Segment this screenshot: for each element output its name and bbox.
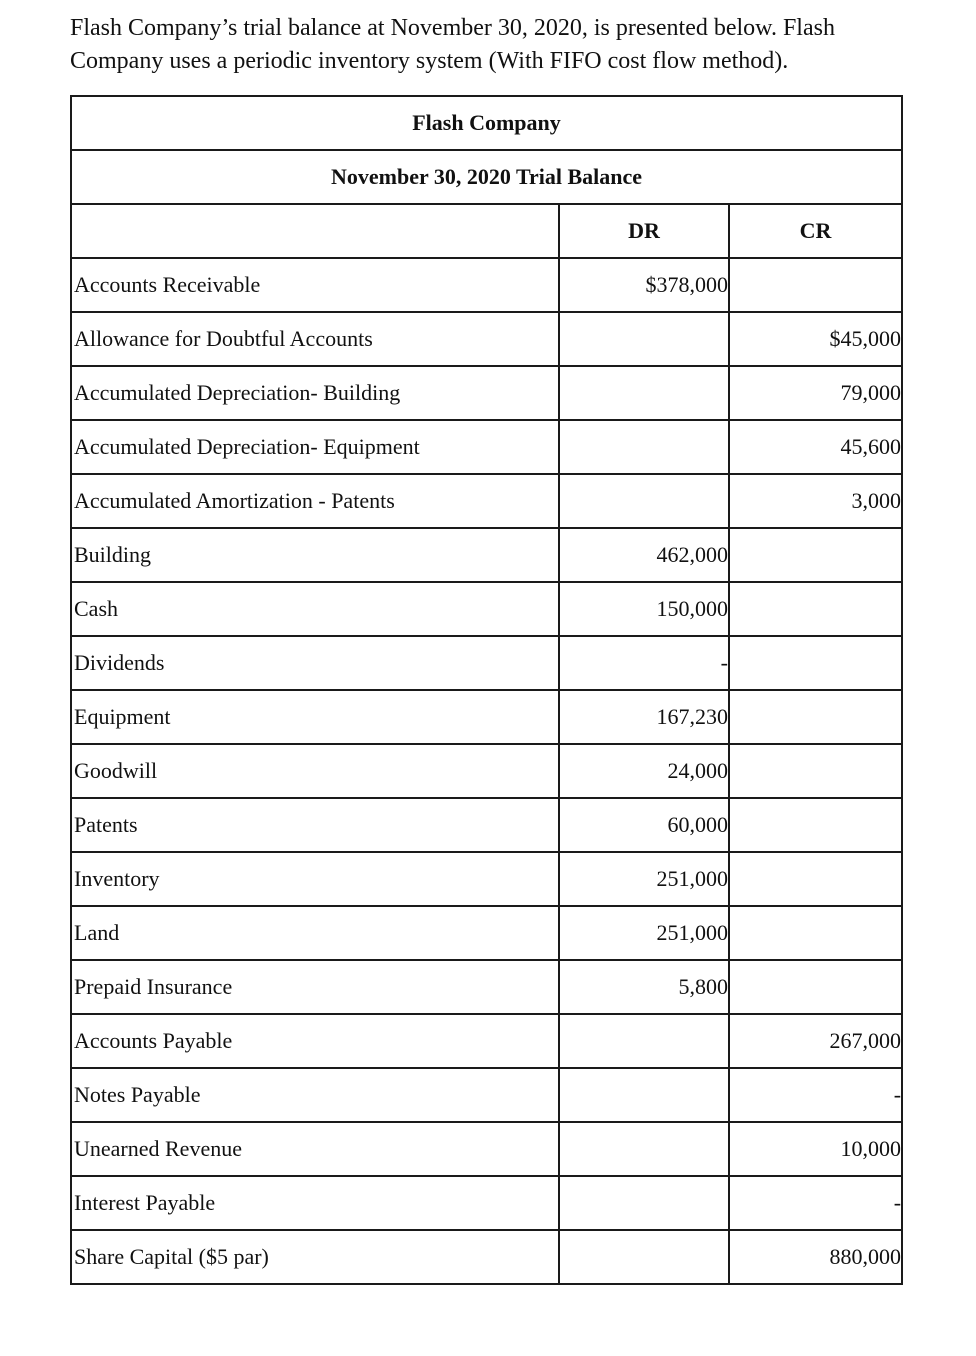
debit-amount: 24,000 bbox=[559, 744, 729, 798]
debit-amount bbox=[559, 1068, 729, 1122]
debit-amount: - bbox=[559, 636, 729, 690]
credit-amount: 45,600 bbox=[729, 420, 902, 474]
account-name: Inventory bbox=[71, 852, 559, 906]
table-row bbox=[71, 1122, 902, 1176]
debit-amount: 251,000 bbox=[559, 906, 729, 960]
cr-column-header: CR bbox=[729, 204, 902, 258]
credit-amount bbox=[729, 960, 902, 1014]
table-row bbox=[71, 366, 902, 420]
credit-amount bbox=[729, 528, 902, 582]
column-header-row bbox=[71, 204, 902, 258]
debit-amount: $378,000 bbox=[559, 258, 729, 312]
account-name: Accumulated Depreciation- Building bbox=[71, 366, 559, 420]
credit-amount bbox=[729, 582, 902, 636]
table-row bbox=[71, 1068, 902, 1122]
debit-amount bbox=[559, 474, 729, 528]
credit-amount bbox=[729, 906, 902, 960]
account-name: Land bbox=[71, 906, 559, 960]
table-row bbox=[71, 582, 902, 636]
account-column-header bbox=[71, 204, 559, 258]
subtitle-row bbox=[71, 150, 902, 204]
debit-amount: 5,800 bbox=[559, 960, 729, 1014]
account-name: Accounts Receivable bbox=[71, 258, 559, 312]
debit-amount: 60,000 bbox=[559, 798, 729, 852]
table-subtitle: November 30, 2020 Trial Balance bbox=[71, 150, 902, 204]
credit-amount: $45,000 bbox=[729, 312, 902, 366]
table-row bbox=[71, 744, 902, 798]
credit-amount bbox=[729, 798, 902, 852]
credit-amount: 10,000 bbox=[729, 1122, 902, 1176]
account-name: Goodwill bbox=[71, 744, 559, 798]
account-name: Dividends bbox=[71, 636, 559, 690]
table-row bbox=[71, 528, 902, 582]
account-name: Allowance for Doubtful Accounts bbox=[71, 312, 559, 366]
account-name: Accumulated Depreciation- Equipment bbox=[71, 420, 559, 474]
account-name: Share Capital ($5 par) bbox=[71, 1230, 559, 1284]
account-name: Equipment bbox=[71, 690, 559, 744]
table-row bbox=[71, 852, 902, 906]
credit-amount: 79,000 bbox=[729, 366, 902, 420]
credit-amount bbox=[729, 258, 902, 312]
credit-amount: - bbox=[729, 1176, 902, 1230]
credit-amount: 880,000 bbox=[729, 1230, 902, 1284]
credit-amount: - bbox=[729, 1068, 902, 1122]
debit-amount bbox=[559, 1014, 729, 1068]
debit-amount: 150,000 bbox=[559, 582, 729, 636]
table-row bbox=[71, 906, 902, 960]
debit-amount bbox=[559, 1230, 729, 1284]
table-row bbox=[71, 960, 902, 1014]
intro-paragraph: Flash Company’s trial balance at November 30, 2020, is presented below. Flash Company uses a periodic inventory system (With FIFO cost flow method). bbox=[70, 15, 835, 74]
credit-amount bbox=[729, 744, 902, 798]
account-name: Prepaid Insurance bbox=[71, 960, 559, 1014]
credit-amount bbox=[729, 636, 902, 690]
debit-amount: 462,000 bbox=[559, 528, 729, 582]
debit-amount: 167,230 bbox=[559, 690, 729, 744]
table-row bbox=[71, 474, 902, 528]
debit-amount bbox=[559, 1122, 729, 1176]
account-name: Interest Payable bbox=[71, 1176, 559, 1230]
debit-amount: 251,000 bbox=[559, 852, 729, 906]
company-name: Flash Company bbox=[71, 96, 902, 150]
debit-amount bbox=[559, 366, 729, 420]
account-name: Building bbox=[71, 528, 559, 582]
table-row bbox=[71, 258, 902, 312]
debit-amount bbox=[559, 1176, 729, 1230]
account-name: Unearned Revenue bbox=[71, 1122, 559, 1176]
table-row bbox=[71, 690, 902, 744]
table-row bbox=[71, 798, 902, 852]
account-name: Cash bbox=[71, 582, 559, 636]
account-name: Accounts Payable bbox=[71, 1014, 559, 1068]
credit-amount bbox=[729, 852, 902, 906]
table-row bbox=[71, 312, 902, 366]
table-row bbox=[71, 420, 902, 474]
credit-amount: 267,000 bbox=[729, 1014, 902, 1068]
table-row bbox=[71, 1230, 902, 1284]
company-title-row bbox=[71, 96, 902, 150]
account-name: Notes Payable bbox=[71, 1068, 559, 1122]
table-row bbox=[71, 1176, 902, 1230]
credit-amount bbox=[729, 690, 902, 744]
account-name: Patents bbox=[71, 798, 559, 852]
dr-column-header: DR bbox=[559, 204, 729, 258]
account-name: Accumulated Amortization - Patents bbox=[71, 474, 559, 528]
trial-balance-table bbox=[70, 95, 903, 1285]
debit-amount bbox=[559, 420, 729, 474]
debit-amount bbox=[559, 312, 729, 366]
table-row bbox=[71, 636, 902, 690]
table-row bbox=[71, 1014, 902, 1068]
credit-amount: 3,000 bbox=[729, 474, 902, 528]
